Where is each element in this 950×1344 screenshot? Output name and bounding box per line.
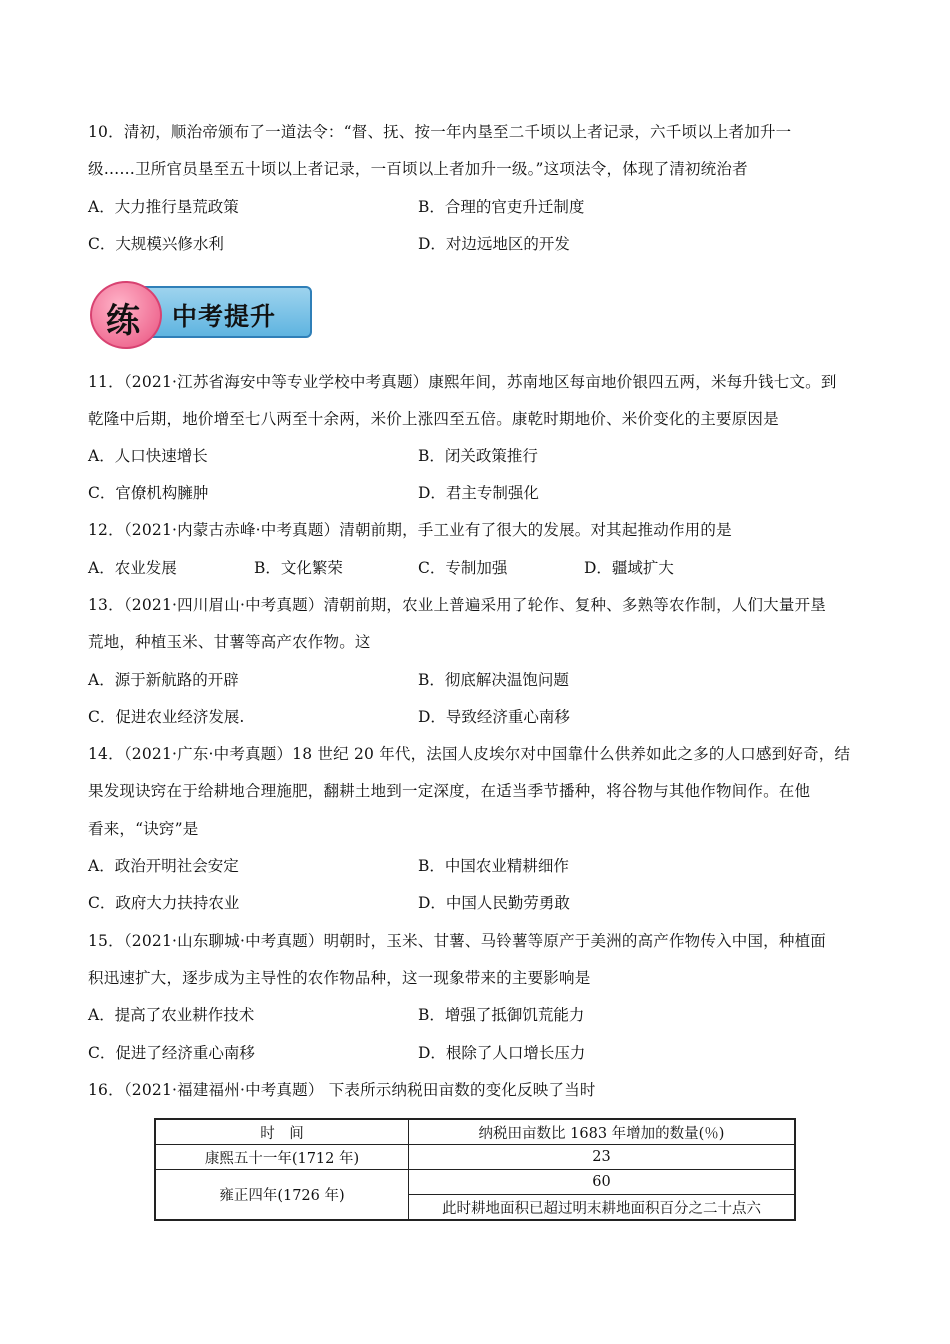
q10-option-b[interactable]: B．合理的官吏升迁制度	[418, 198, 585, 216]
table-header-time: 时 间	[155, 1119, 409, 1145]
q14-stem-line2: 果发现诀窍在于给耕地合理施肥，翻耕土地到一定深度，在适当季节播种，将谷物与其他作物间作。在他	[88, 782, 811, 800]
q14-stem-line1: 14．（2021·广东·中考真题）18 世纪 20 年代，法国人皮埃尔对中国靠什么供养如此之多的人口感到好奇，结	[88, 745, 851, 763]
q12-stem-line1: 12．（2021·内蒙古赤峰·中考真题）清朝前期，手工业有了很大的发展。对其起推动作用的是	[88, 521, 732, 539]
q10-option-c[interactable]: C．大规模兴修水利	[88, 235, 224, 253]
q13-option-d[interactable]: D．导致经济重心南移	[418, 708, 570, 726]
q13-stem-line2: 荒地，种植玉米、甘薯等高产农作物。这	[88, 633, 371, 651]
q15-option-d[interactable]: D．根除了人口增长压力	[418, 1044, 586, 1062]
q14-option-a[interactable]: A．政治开明社会安定	[88, 857, 239, 875]
q12-option-b[interactable]: B．文化繁荣	[254, 559, 343, 577]
tax-field-table	[154, 1118, 796, 1221]
section-banner	[90, 282, 314, 342]
table-row	[155, 1170, 795, 1195]
q13-option-c[interactable]: C．促进农业经济发展.	[88, 708, 245, 726]
q10-stem-line1: 10．清初，顺治帝颁布了一道法令：“督、抚、按一年内垦至二千顷以上者记录，六千顷以上者加升一	[88, 123, 792, 141]
q11-option-d[interactable]: D．君主专制强化	[418, 484, 539, 502]
q10-option-a[interactable]: A．大力推行垦荒政策	[88, 198, 239, 216]
banner-title: 中考提升	[172, 302, 277, 331]
q14-stem-line3: 看来，“诀窍”是	[88, 820, 199, 838]
q11-option-a[interactable]: A．人口快速增长	[88, 447, 208, 465]
q13-option-a[interactable]: A．源于新航路的开辟	[88, 671, 239, 689]
q11-stem-line1: 11．（2021·江苏省海安中等专业学校中考真题）康熙年间，苏南地区每亩地价银四五两，米每升钱七文。到	[88, 373, 837, 391]
q11-option-c[interactable]: C．官僚机构臃肿	[88, 484, 209, 502]
q15-option-c[interactable]: C．促进了经济重心南移	[88, 1044, 255, 1062]
q12-option-a[interactable]: A．农业发展	[88, 559, 177, 577]
q15-option-a[interactable]: A．提高了农业耕作技术	[88, 1006, 255, 1024]
q11-option-b[interactable]: B．闭关政策推行	[418, 447, 538, 465]
q12-option-c[interactable]: C．专制加强	[418, 559, 508, 577]
table-header-value: 纳税田亩数比 1683 年增加的数量(％)	[409, 1119, 796, 1145]
table-header-row	[155, 1119, 795, 1145]
q15-option-b[interactable]: B．增强了抵御饥荒能力	[418, 1006, 585, 1024]
table-cell-time: 雍正四年(1726 年)	[155, 1170, 409, 1221]
q16-stem-line1: 16．（2021·福建福州·中考真题） 下表所示纳税田亩数的变化反映了当时	[88, 1081, 596, 1099]
q14-option-d[interactable]: D．中国人民勤劳勇敢	[418, 894, 570, 912]
banner-char: 练	[106, 301, 140, 341]
q11-stem-line2: 乾隆中后期，地价增至七八两至十余两，米价上涨四至五倍。康乾时期地价、米价变化的主要原因是	[88, 410, 779, 428]
q15-stem-line2: 积迅速扩大，逐步成为主导性的农作物品种，这一现象带来的主要影响是	[88, 969, 591, 987]
table-cell-note: 此时耕地面积已超过明末耕地面积百分之二十点六	[409, 1195, 796, 1221]
q12-option-d[interactable]: D．疆域扩大	[584, 559, 674, 577]
q10-stem-line2: 级……卫所官员垦至五十顷以上者记录，一百顷以上者加升一级。”这项法令，体现了清初统治者	[88, 160, 748, 178]
table-cell-value: 60	[409, 1170, 796, 1195]
q13-stem-line1: 13．（2021·四川眉山·中考真题）清朝前期，农业上普遍采用了轮作、复种、多熟等农作制，人们大量开垦	[88, 596, 826, 614]
q14-option-c[interactable]: C．政府大力扶持农业	[88, 894, 240, 912]
banner-circle-badge	[90, 281, 162, 349]
table-cell-time: 康熙五十一年(1712 年)	[155, 1145, 409, 1170]
q10-option-d[interactable]: D．对边远地区的开发	[418, 235, 570, 253]
table-row	[155, 1145, 795, 1170]
q15-stem-line1: 15．（2021·山东聊城·中考真题）明朝时，玉米、甘薯、马铃薯等原产于美洲的高产作物传入中国，种植面	[88, 932, 826, 950]
q13-option-b[interactable]: B．彻底解决温饱问题	[418, 671, 569, 689]
q14-option-b[interactable]: B．中国农业精耕细作	[418, 857, 569, 875]
table-cell-value: 23	[409, 1145, 796, 1170]
